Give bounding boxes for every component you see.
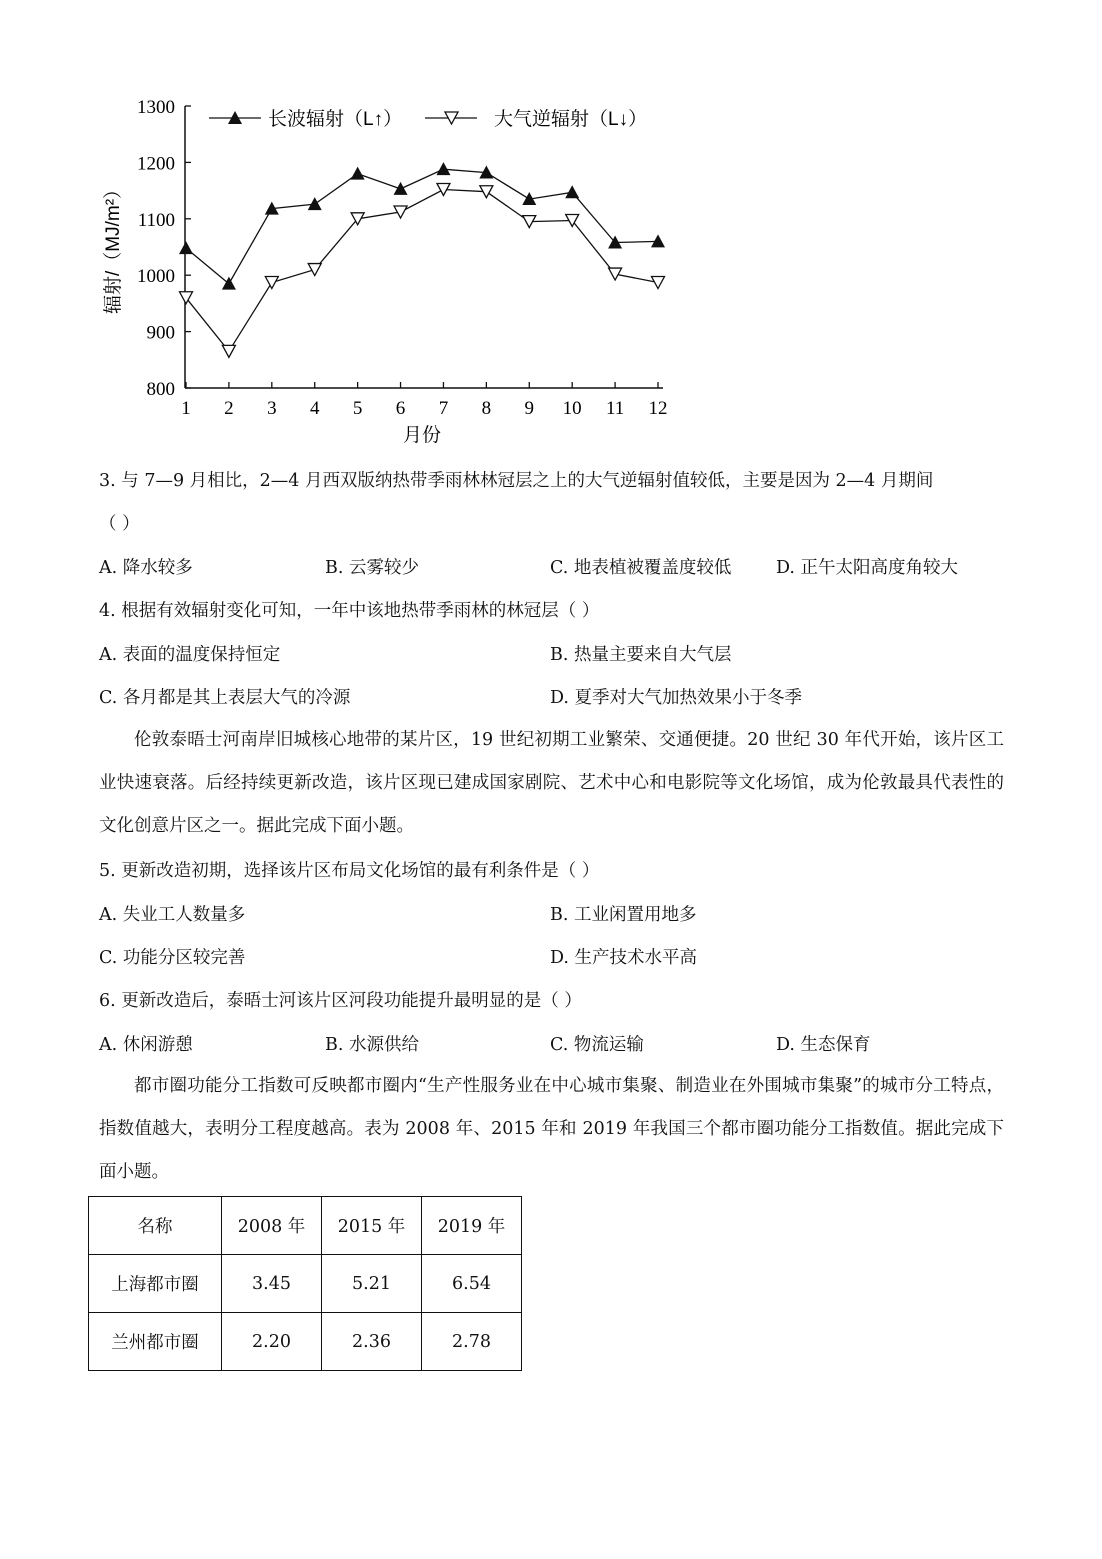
question-6-option-a: A. 休闲游憩 [99, 1035, 193, 1055]
x-tick-label: 8 [481, 398, 492, 419]
x-tick-label: 9 [524, 398, 535, 419]
table-header-cell: 名称 [89, 1197, 222, 1255]
question-5-option-b: B. 工业闲置用地多 [550, 905, 697, 925]
table-cell: 2.20 [222, 1313, 322, 1371]
question-5-option-d: D. 生产技术水平高 [550, 948, 698, 968]
question-4-option-d: D. 夏季对大气加热效果小于冬季 [550, 688, 803, 708]
data-point-counter-radiation [222, 345, 235, 357]
table-header-cell: 2015 年 [322, 1197, 422, 1255]
question-5-option-c: C. 功能分区较完善 [99, 948, 246, 968]
data-point-counter-radiation [394, 206, 407, 218]
question-4-option-c: C. 各月都是其上表层大气的冷源 [99, 688, 351, 708]
table-cell: 2.78 [422, 1313, 522, 1371]
table-cell: 2.36 [322, 1313, 422, 1371]
legend-label-2: 大气逆辐射（L↓） [494, 109, 648, 130]
data-point-longwave [394, 182, 408, 195]
table-row [89, 1255, 522, 1313]
passage-metropolitan: 都市圈功能分工指数可反映都市圈内“生产性服务业在中心城市集聚、制造业在外围城市集聚”的城市分工特点，指数值越大，表明分工程度越高。表为 2008 年、2015 年和 2019 年我国三个都市圈功能分工指数值。据此完成下面小题。 [99, 1076, 1004, 1182]
question-6-stem: 6. 更新改造后，泰晤士河该片区河段功能提升最明显的是（ ） [99, 991, 582, 1011]
table-cell: 3.45 [222, 1255, 322, 1313]
data-point-counter-radiation [351, 213, 364, 225]
y-tick-label: 1200 [137, 153, 175, 175]
question-5-stem: 5. 更新改造初期，选择该片区布局文化场馆的最有利条件是（ ） [99, 861, 600, 881]
x-tick-label: 5 [352, 398, 363, 419]
x-tick-label: 3 [267, 398, 277, 419]
chart-axes [185, 106, 663, 388]
x-tick-label: 1 [181, 398, 191, 419]
question-3-blank: （ ） [99, 514, 140, 534]
question-4-stem: 4. 根据有效辐射变化可知，一年中该地热带季雨林的林冠层（ ） [99, 601, 600, 621]
data-point-counter-radiation [652, 277, 665, 289]
table-header-row [89, 1197, 522, 1255]
data-point-longwave [651, 234, 665, 247]
data-point-counter-radiation [609, 268, 622, 280]
data-point-longwave [351, 167, 365, 180]
x-axis-label: 月份 [402, 425, 442, 446]
data-point-counter-radiation [308, 264, 321, 276]
table-cell: 上海都市圈 [89, 1255, 222, 1313]
table-header-cell: 2019 年 [422, 1197, 522, 1255]
function-division-table [88, 1196, 522, 1371]
question-4-option-a: A. 表面的温度保持恒定 [99, 645, 281, 665]
table-cell: 5.21 [322, 1255, 422, 1313]
y-axis-label: 辐射/（MJ/m²） [103, 179, 124, 315]
x-tick-label: 11 [605, 398, 625, 419]
passage-london: 伦敦泰晤士河南岸旧城核心地带的某片区，19 世纪初期工业繁荣、交通便捷。20 世纪 30 年代开始，该片区工业快速衰落。后经持续更新改造，该片区现已建成国家剧院、艺术中心和电影院等文化场馆，成为伦敦最具代表性的文化创意片区之一。据此完成下面小题。 [99, 730, 1004, 836]
table-cell: 6.54 [422, 1255, 522, 1313]
question-3-option-d: D. 正午太阳高度角较大 [776, 558, 959, 578]
question-4-option-b: B. 热量主要来自大气层 [550, 645, 732, 665]
radiation-line-chart [95, 90, 685, 455]
data-point-counter-radiation [180, 292, 193, 304]
table-cell: 兰州都市圈 [89, 1313, 222, 1371]
question-6-option-b: B. 水源供给 [325, 1035, 419, 1055]
x-tick-label: 10 [562, 398, 582, 419]
x-tick-label: 6 [395, 398, 406, 419]
x-tick-label: 4 [309, 398, 320, 419]
y-tick-label: 800 [146, 379, 175, 400]
y-tick-label: 1100 [137, 209, 175, 231]
question-3-stem: 3. 与 7—9 月相比，2—4 月西双版纳热带季雨林林冠层之上的大气逆辐射值较低，主要是因为 2—4 月期间 [99, 471, 934, 491]
y-tick-label: 1300 [137, 97, 175, 118]
data-point-longwave [436, 162, 450, 175]
x-tick-label: 2 [224, 398, 234, 419]
question-6-option-c: C. 物流运输 [550, 1035, 644, 1055]
y-tick-label: 900 [146, 322, 175, 344]
series-markers [179, 162, 665, 357]
question-5-option-a: A. 失业工人数量多 [99, 905, 246, 925]
data-point-longwave [565, 185, 579, 198]
data-point-longwave [308, 197, 322, 210]
data-point-longwave [179, 241, 193, 254]
question-3-option-a: A. 降水较多 [99, 558, 193, 578]
data-point-longwave [222, 277, 236, 290]
series-line-2 [186, 190, 658, 352]
chart-legend [209, 108, 647, 130]
question-3-option-b: B. 云雾较少 [325, 558, 419, 578]
data-point-counter-radiation [265, 277, 278, 289]
series-lines [186, 169, 658, 351]
table-row [89, 1313, 522, 1371]
table-header-cell: 2008 年 [222, 1197, 322, 1255]
question-6-option-d: D. 生态保育 [776, 1035, 871, 1055]
x-tick-label: 7 [438, 398, 449, 419]
question-3-option-c: C. 地表植被覆盖度较低 [550, 558, 732, 578]
legend-label-1: 长波辐射（L↑） [268, 109, 403, 130]
series-line-1 [186, 169, 658, 284]
y-tick-label: 1000 [137, 266, 175, 288]
x-tick-label: 12 [648, 398, 668, 419]
